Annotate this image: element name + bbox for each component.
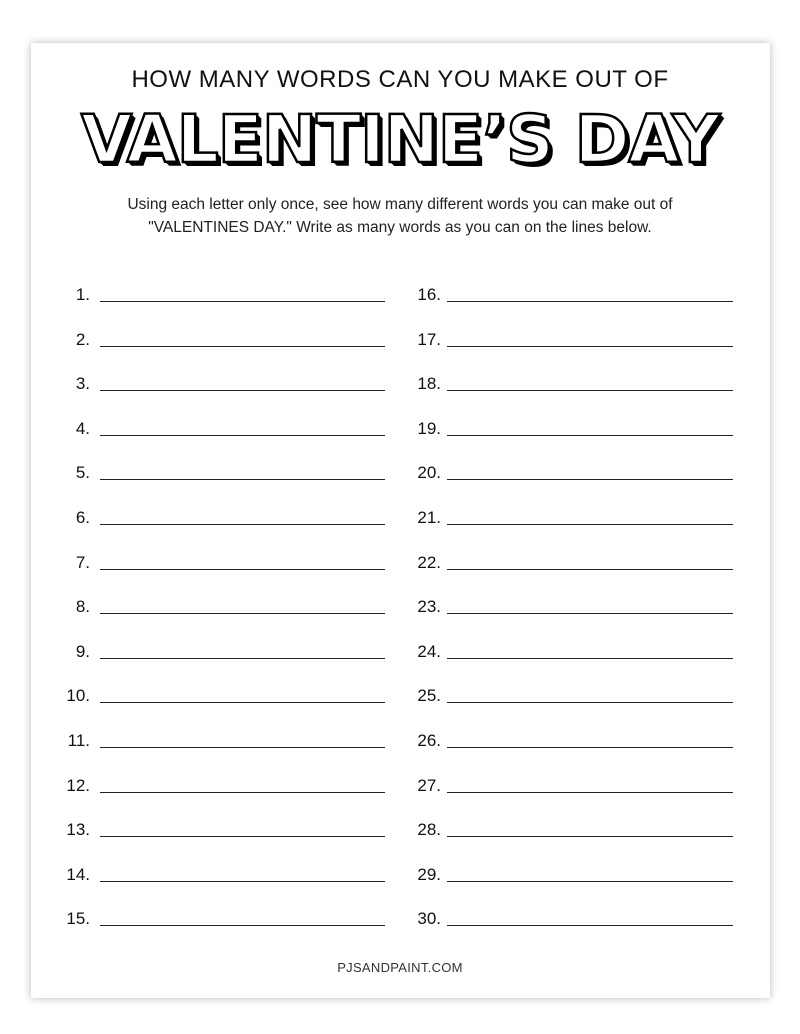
instructions: [0, 193, 800, 239]
instructions-line-1: Using each letter only once, see how many different words you can make out of: [127, 196, 673, 213]
answer-number: 6.: [75, 508, 90, 527]
answer-number: 29.: [417, 864, 441, 884]
answer-line[interactable]: [447, 613, 733, 614]
answer-number: 17.: [417, 329, 441, 349]
answer-number: 16.: [417, 285, 441, 304]
answer-row: [40, 330, 441, 350]
answer-number: 10.: [66, 686, 90, 706]
answer-number: 25.: [417, 686, 441, 706]
answer-number: 26.: [417, 731, 441, 750]
answer-line[interactable]: [447, 836, 733, 837]
answer-row: [40, 285, 441, 305]
answer-number: 12.: [66, 775, 90, 795]
instructions-line-2: "VALENTINES DAY." Write as many words as you can on the lines below.: [148, 219, 652, 236]
answer-line[interactable]: [447, 435, 733, 436]
answer-row: [40, 642, 441, 662]
answer-number: 28.: [417, 820, 441, 840]
answer-number: 11.: [67, 731, 90, 750]
answer-line[interactable]: [447, 881, 733, 882]
answer-number: 2.: [75, 329, 90, 349]
answer-line[interactable]: [447, 346, 733, 347]
answer-number: 21.: [417, 508, 441, 527]
answer-row: [40, 463, 441, 483]
worksheet-heading: HOW MANY WORDS CAN YOU MAKE OUT OF: [131, 66, 669, 93]
answer-row: [40, 776, 441, 796]
answer-number: 15.: [66, 909, 90, 929]
answer-number: 20.: [417, 463, 441, 483]
answer-line[interactable]: [447, 702, 733, 703]
answer-number: 19.: [417, 418, 441, 438]
answer-row: [40, 909, 441, 929]
answer-line[interactable]: [447, 479, 733, 480]
answer-row: [40, 731, 441, 751]
answer-line[interactable]: [447, 569, 733, 570]
answer-number: 9.: [75, 641, 90, 661]
answer-row: [40, 597, 441, 617]
answer-number: 8.: [75, 597, 90, 617]
answer-number: 22.: [417, 552, 441, 572]
answer-row: [40, 686, 441, 706]
answer-line[interactable]: [447, 524, 733, 525]
answer-row: [40, 820, 441, 840]
answer-number: 24.: [417, 641, 441, 661]
answer-row: [40, 374, 441, 394]
answer-number: 7.: [75, 552, 90, 572]
answer-number: 4.: [75, 418, 90, 438]
answer-number: 23.: [417, 597, 441, 617]
answer-number: 27.: [417, 775, 441, 795]
answer-number: 5.: [75, 463, 90, 483]
answer-row: [40, 419, 441, 439]
answer-line[interactable]: [447, 925, 733, 926]
answer-line[interactable]: [447, 792, 733, 793]
answer-number: 13.: [66, 820, 90, 840]
answer-line[interactable]: [447, 301, 733, 302]
worksheet-title: VALENTINE’S DAY: [81, 101, 719, 178]
footer-website: PJSANDPAINT.COM: [337, 960, 463, 975]
answer-number: 30.: [417, 909, 441, 929]
answer-number: 1.: [75, 285, 90, 304]
answer-number: 18.: [417, 374, 441, 394]
answer-line[interactable]: [447, 390, 733, 391]
answer-line[interactable]: [447, 747, 733, 748]
answer-row: [40, 865, 441, 885]
answer-row: [40, 508, 441, 528]
answer-number: 3.: [75, 374, 90, 394]
answer-line[interactable]: [447, 658, 733, 659]
answer-row: [40, 553, 441, 573]
answer-number: 14.: [66, 864, 90, 884]
